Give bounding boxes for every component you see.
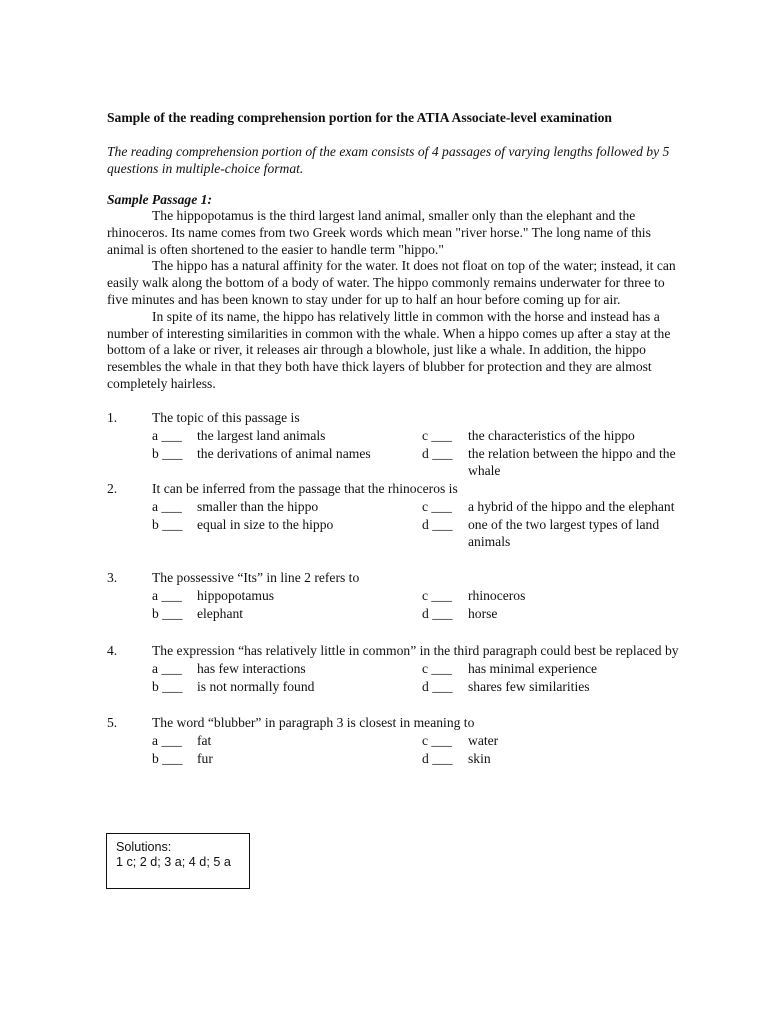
choice-b-text: is not normally found [197,679,315,694]
question-number: 4. [107,643,118,658]
choice-d-blank[interactable]: d ___ [422,606,453,621]
choice-a-text: smaller than the hippo [197,499,319,514]
choice-b-blank[interactable]: b ___ [152,679,183,694]
choice-a-text: has few interactions [197,661,306,676]
question-number: 5. [107,715,118,730]
choice-a-blank[interactable]: a ___ [152,661,182,676]
choice-d-text: one of the two largest types of land animals [468,517,660,549]
choice-c-text: has minimal experience [468,661,598,676]
passage-paragraph-2: The hippo has a natural affinity for the water. It does not float on top of the water; instead, it can easily walk along the bottom of a body of water. The hippo commonly remains underwater for three to five minutes and has been known to stay under for up to half an hour before coming up for air. [107,258,676,307]
choice-c-text: the characteristics of the hippo [468,428,635,443]
choice-c-text: a hybrid of the hippo and the elephant [468,499,675,514]
question-number: 1. [107,410,118,425]
question-text: The possessive “Its” in line 2 refers to [152,570,360,585]
choice-d-text: horse [468,606,498,621]
solutions-answers: 1 c; 2 d; 3 a; 4 d; 5 a [116,855,231,869]
choice-a-blank[interactable]: a ___ [152,428,182,443]
solutions-label: Solutions: [116,840,172,854]
choice-a-blank[interactable]: a ___ [152,499,182,514]
choice-d-text: shares few similarities [468,679,590,694]
choice-a-text: hippopotamus [197,588,275,603]
choice-b-blank[interactable]: b ___ [152,606,183,621]
choice-d-blank[interactable]: d ___ [422,446,453,461]
choice-c-text: water [468,733,499,748]
choice-c-blank[interactable]: c ___ [422,588,452,603]
choice-b-text: elephant [197,606,244,621]
passage-heading: Sample Passage 1: [107,192,212,207]
choice-c-blank[interactable]: c ___ [422,661,452,676]
passage-body [107,208,685,393]
question-4 [107,642,707,696]
question-2 [107,480,707,551]
passage-paragraph-1: The hippopotamus is the third largest land animal, smaller only than the elephant and the rhinoceros. Its name comes from two Greek words which mean "river horse." The long name of this animal is often shortened to the easier to handle term "hippo." [107,208,651,257]
choice-d-text: the relation between the hippo and the whale [468,446,676,478]
choice-b-text: equal in size to the hippo [197,517,334,532]
choice-a-text: the largest land animals [197,428,326,443]
question-3 [107,569,707,623]
question-text: The expression “has relatively little in common” in the third paragraph could best be replaced by [152,643,679,658]
choice-b-text: the derivations of animal names [197,446,371,461]
choice-a-text: fat [197,733,212,748]
choice-a-blank[interactable]: a ___ [152,733,182,748]
choice-d-blank[interactable]: d ___ [422,517,453,532]
choice-b-blank[interactable]: b ___ [152,446,183,461]
choice-d-blank[interactable]: d ___ [422,679,453,694]
choice-b-blank[interactable]: b ___ [152,517,183,532]
question-number: 2. [107,481,118,496]
question-5 [107,714,707,768]
document-title: Sample of the reading comprehension portion for the ATIA Associate-level examination [107,110,612,125]
question-number: 3. [107,570,118,585]
choice-b-blank[interactable]: b ___ [152,751,183,766]
question-1 [107,409,707,480]
solutions-box [106,833,250,889]
choice-c-blank[interactable]: c ___ [422,733,452,748]
choice-d-text: skin [468,751,491,766]
exam-intro: The reading comprehension portion of the exam consists of 4 passages of varying lengths followed by 5 questions in multiple-choice format. [107,144,670,176]
choice-b-text: fur [197,751,213,766]
choice-c-blank[interactable]: c ___ [422,499,452,514]
choice-c-text: rhinoceros [468,588,526,603]
question-text: It can be inferred from the passage that the rhinoceros is [152,481,458,496]
choice-a-blank[interactable]: a ___ [152,588,182,603]
choice-c-blank[interactable]: c ___ [422,428,452,443]
passage-paragraph-3: In spite of its name, the hippo has relatively little in common with the horse and instead has a number of interesting similarities in common with the whale. When a hippo comes up after a stay at the bottom of a lake or river, it releases air through a blowhole, just like a whale. In addition, the hippo resembles the whale in that they both have thick layers of blubber for protection and they are almost completely hairless. [107,308,671,391]
question-text: The topic of this passage is [152,410,300,425]
choice-d-blank[interactable]: d ___ [422,751,453,766]
question-text: The word “blubber” in paragraph 3 is closest in meaning to [152,715,475,730]
